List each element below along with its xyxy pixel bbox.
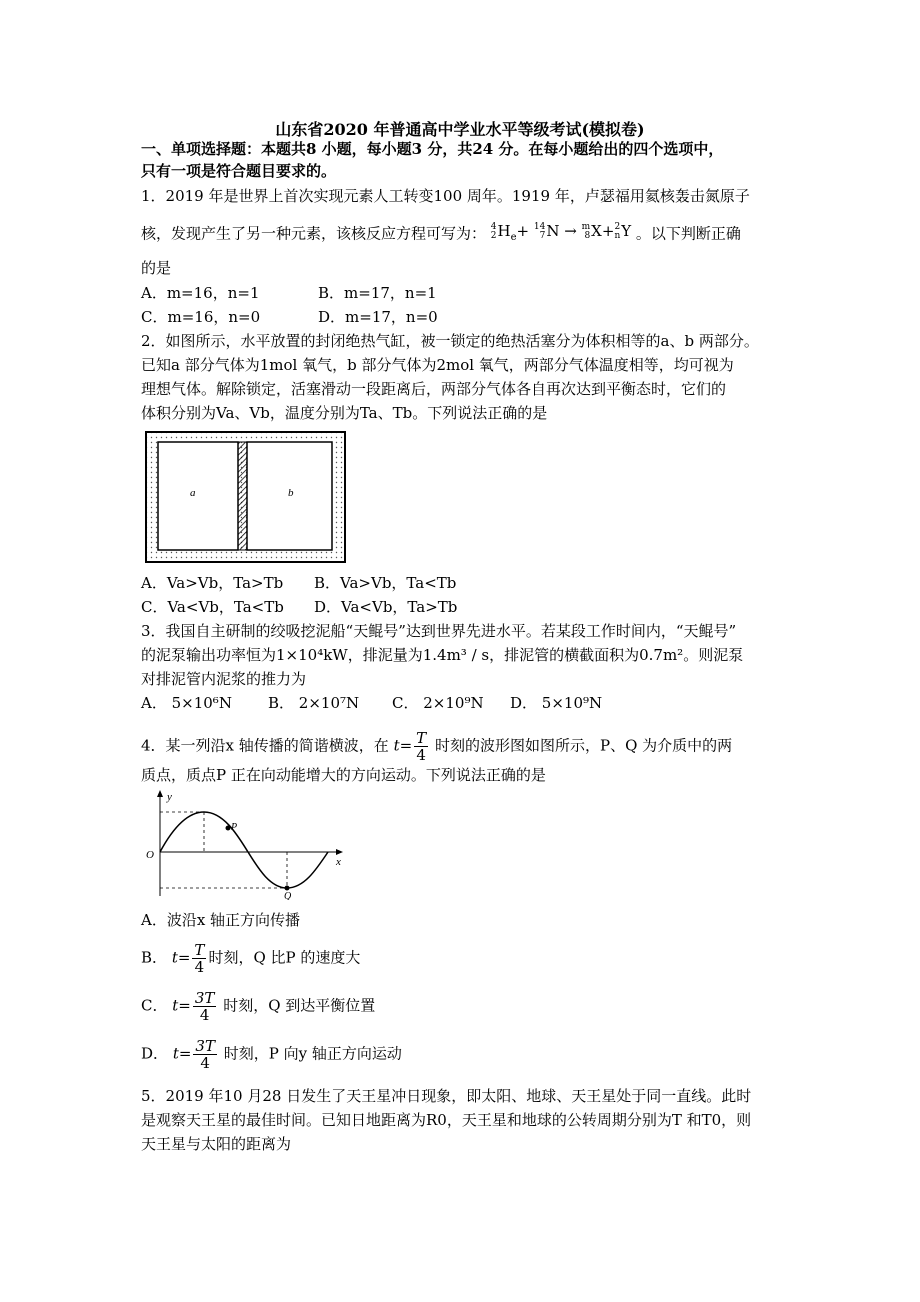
q4-option-b-num: T	[194, 941, 205, 959]
label-q: Q	[284, 891, 292, 900]
q2-line4: 体积分别为Va、Vb，温度分别为Ta、Tb。下列说法正确的是	[141, 404, 548, 422]
q4-option-c-t: t	[172, 996, 179, 1015]
he-mass: 4	[490, 222, 497, 232]
n-mass: 14	[533, 222, 546, 232]
wave-figure	[144, 788, 349, 900]
q5-line1: 5．2019 年10 月28 日发生了天王星冲日现象，即太阳、地球、天王星处于同一直线。此时	[141, 1087, 752, 1105]
q5-line3: 天王星与太阳的距离为	[141, 1135, 292, 1153]
arrow: →	[564, 222, 577, 240]
y-axis-arrow	[157, 790, 163, 797]
x-charge: 8	[584, 231, 591, 241]
q1-line2-pre: 核，发现产生了另一种元素，该核反应方程可写为：	[141, 224, 487, 243]
he-sub: e	[510, 232, 517, 243]
q3-option-d: D． 5×10⁹N	[510, 694, 603, 712]
q4-option-c-num: 3T	[194, 989, 215, 1007]
q3-option-c: C． 2×10⁹N	[392, 694, 484, 712]
q1-option-d: D．m=17，n=0	[318, 308, 438, 326]
section-heading-line2: 只有一项是符合题目要求的。	[141, 162, 337, 180]
q4-line1-pre: 4．某一列沿x 轴传播的简谐横波，在	[141, 736, 389, 755]
q4-option-d-den: 4	[200, 1054, 210, 1072]
q4-t-symbol: t	[393, 736, 400, 755]
q4-option-d-num: 3T	[195, 1037, 215, 1055]
q2-line2: 已知a 部分气体为1mol 氧气，b 部分气体为2mol 氧气，两部分气体温度相等，均可视为	[141, 356, 734, 374]
q2-option-c: C．Va<Vb，Ta<Tb	[141, 598, 284, 616]
q4-fraction	[414, 730, 428, 763]
q4-line1	[141, 730, 732, 763]
label-x: x	[336, 856, 341, 868]
q1-line3: 的是	[141, 259, 172, 277]
nuclear-equation	[491, 222, 631, 247]
point-q	[285, 886, 290, 891]
q4-option-b	[141, 942, 360, 975]
q2-option-a: A．Va>Vb，Ta>Tb	[141, 574, 284, 592]
n-charge: 7	[539, 231, 546, 241]
q1-option-b: B．m=17，n=1	[318, 284, 437, 302]
q4-option-c-eq: =	[178, 996, 191, 1015]
point-p	[226, 826, 231, 831]
q4-frac-den: 4	[416, 746, 426, 764]
x-symbol: X	[591, 222, 602, 240]
q2-option-b: B．Va>Vb，Ta<Tb	[314, 574, 457, 592]
q1-line2-post: 。以下判断正确	[635, 224, 741, 243]
q4-option-c-den: 4	[199, 1006, 210, 1024]
q4-option-d-t: t	[172, 1044, 179, 1063]
x-axis-arrow	[336, 849, 343, 855]
piston	[238, 442, 247, 550]
q4-option-b-t: t	[171, 948, 178, 967]
n-symbol: N	[546, 222, 560, 240]
q2-line3: 理想气体。解除锁定，活塞滑动一段距离后，两部分气体各自再次达到平衡态时，它们的	[141, 380, 727, 398]
q4-equals: =	[399, 736, 413, 755]
q4-option-a: A．波沿x 轴正方向传播	[141, 911, 301, 929]
label-p: P	[231, 822, 238, 833]
he-symbol: H	[497, 222, 511, 240]
plus-1: +	[516, 222, 530, 240]
q3-option-b: B． 2×10⁷N	[268, 694, 360, 712]
q4-line2: 质点，质点P 正在向动能增大的方向运动。下列说法正确的是	[141, 766, 546, 784]
q1-line1: 1．2019 年是世界上首次实现元素人工转变100 周年。1919 年，卢瑟福用氦核轰击氮原子	[141, 187, 750, 205]
q4-option-c-fraction	[193, 990, 217, 1023]
q1-option-a: A．m=16，n=1	[141, 284, 260, 302]
q3-line3: 对排泥管内泥浆的推力为	[141, 670, 307, 688]
q1-option-c: C．m=16，n=0	[141, 308, 261, 326]
q2-option-d: D．Va<Vb，Ta>Tb	[314, 598, 458, 616]
y-charge: n	[614, 231, 621, 241]
label-b: b	[288, 487, 294, 499]
q2-line1: 2．如图所示，水平放置的封闭绝热气缸，被一锁定的绝热活塞分为体积相等的a、b 两部分。	[141, 332, 759, 350]
q4-option-d-label: D．	[141, 1044, 169, 1063]
gas-cylinder-figure	[144, 430, 348, 565]
q3-option-a: A． 5×10⁶N	[141, 694, 232, 712]
he-charge: 2	[490, 231, 497, 241]
q4-option-b-den: 4	[194, 958, 205, 976]
y-mass: 2	[614, 222, 621, 232]
y-symbol: Y	[621, 222, 632, 240]
q4-option-c-text: 时刻，Q 到达平衡位置	[223, 996, 376, 1015]
q5-line2: 是观察天王星的最佳时间。已知日地距离为R0，天王星和地球的公转周期分别为T 和T0，则	[141, 1111, 752, 1129]
q4-option-c	[141, 990, 375, 1023]
label-y: y	[167, 791, 172, 803]
label-o: O	[146, 849, 154, 861]
q4-option-d-eq: =	[178, 1044, 192, 1063]
q4-line1-post: 时刻的波形图如图所示，P、Q 为介质中的两	[434, 736, 733, 755]
q4-option-d-fraction	[193, 1038, 217, 1071]
q4-option-d	[141, 1038, 402, 1071]
q4-option-b-label: B．	[141, 948, 168, 967]
wave-curve	[160, 812, 328, 888]
q4-option-b-text: 时刻，Q 比P 的速度大	[208, 948, 361, 967]
q4-frac-num: T	[416, 729, 427, 747]
chamber-a	[158, 442, 238, 550]
q1-line2	[141, 222, 741, 247]
q4-option-c-label: C．	[141, 996, 168, 1015]
exam-title: 山东省2020 年普通高中学业水平等级考试(模拟卷)	[275, 120, 645, 139]
q4-option-b-eq: =	[177, 948, 191, 967]
q4-option-b-fraction	[192, 942, 206, 975]
q4-option-d-text: 时刻，P 向y 轴正方向运动	[223, 1044, 402, 1063]
plus-2: +	[601, 222, 615, 240]
section-heading-line1: 一、单项选择题：本题共8 小题，每小题3 分，共24 分。在每小题给出的四个选项中，	[141, 140, 724, 158]
label-a: a	[190, 487, 196, 499]
q3-line2: 的泥泵输出功率恒为1×10⁴kW，排泥量为1.4m³ / s，排泥管的横截面积为0.7m²。则泥泵	[141, 646, 744, 664]
x-mass: m	[581, 222, 591, 232]
q3-line1: 3．我国自主研制的绞吸挖泥船“天鲲号”达到世界先进水平。若某段工作时间内，“天鲲号”	[141, 622, 737, 640]
